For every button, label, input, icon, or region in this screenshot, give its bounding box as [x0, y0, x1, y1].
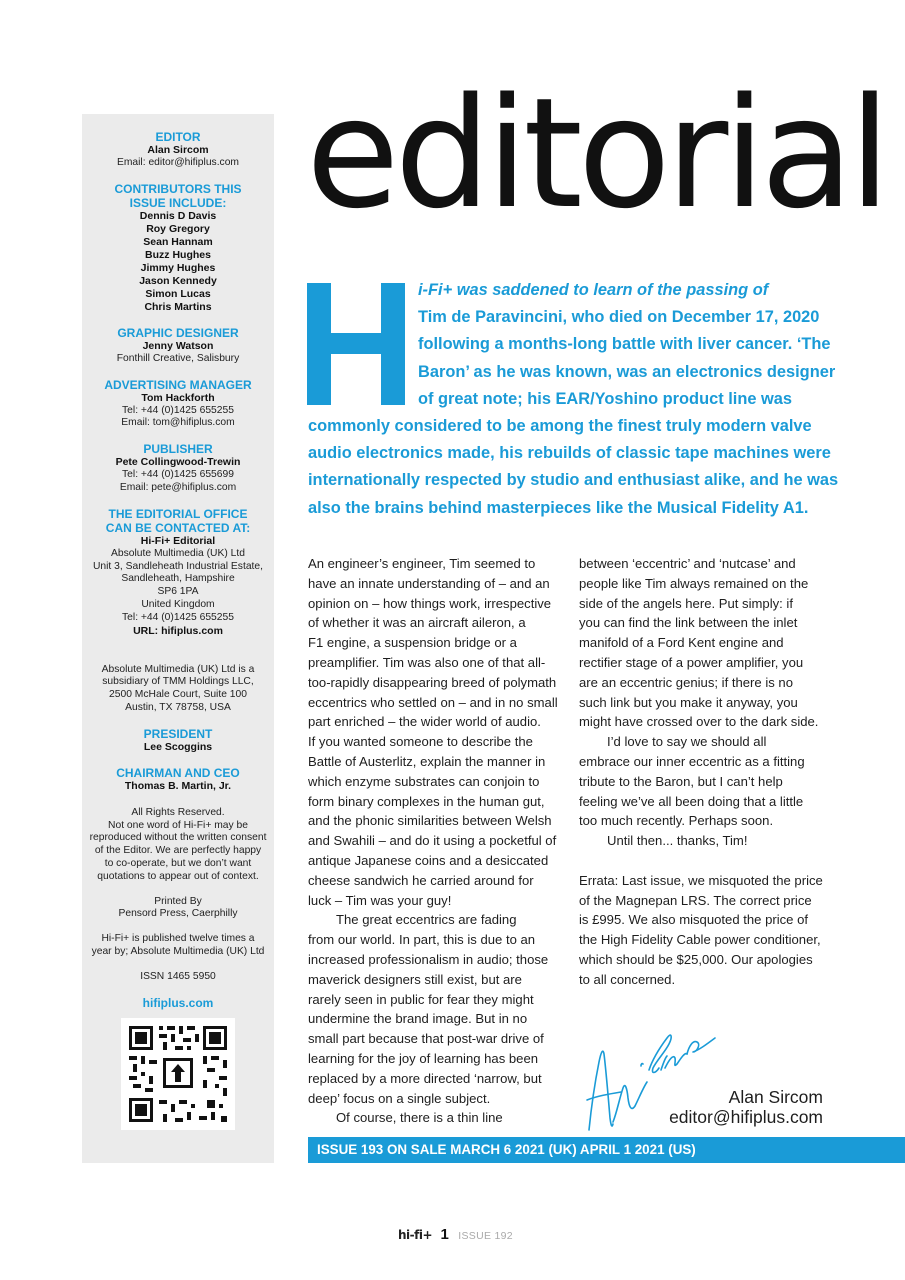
signature-name: Alan Sircom: [728, 1087, 823, 1107]
printed-line: Pensord Press, Caerphilly: [118, 908, 238, 920]
contributor-name: Roy Gregory: [146, 222, 210, 235]
issn: ISSN 1465 5950: [140, 970, 216, 982]
body-line: Battle of Austerlitz, explain the manner in: [308, 753, 546, 769]
intro-line: following a months-long battle with liver cancer. ‘The: [418, 335, 831, 354]
body-line: undermine the brand image. But in no: [308, 1011, 528, 1027]
intro-line: i-Fi+ was saddened to learn of the passing of: [418, 281, 769, 299]
footer-issue-label: ISSUE 192: [458, 1230, 513, 1242]
errata-line: of the Magnepan LRS. The correct price: [579, 892, 812, 908]
errata-line: which should be $25,000. Our apologies: [579, 951, 813, 967]
editor-block: [82, 130, 274, 170]
printed-block: [82, 896, 274, 922]
errata-line: Errata: Last issue, we misquoted the price: [579, 872, 823, 888]
designer-heading: GRAPHIC DESIGNER: [117, 325, 239, 340]
body-line: manifold of a Ford Kent engine and: [579, 635, 784, 651]
president-block: [82, 727, 274, 754]
body-line: you can find the link between the inlet: [579, 615, 798, 631]
signature-email[interactable]: editor@hifiplus.com: [669, 1107, 823, 1127]
body-line: Until then... thanks, Tim!: [607, 833, 748, 849]
body-spacer: [579, 851, 829, 871]
body-line: such link but you make it anyway, you: [579, 694, 798, 710]
designer-name: Jenny Watson: [142, 339, 214, 352]
office-address-line: SP6 1PA: [157, 586, 199, 598]
office-block: [82, 507, 274, 638]
body-line: maverick designers still exist, but are: [308, 971, 522, 987]
chairman-block: [82, 766, 274, 793]
printed-line: Printed By: [154, 895, 202, 907]
body-line: too much recently. Perhaps soon.: [579, 813, 774, 829]
body-line: opinion on – how things work, irrespective: [308, 595, 552, 611]
editor-name: Alan Sircom: [147, 144, 209, 156]
intro-line: audio electronics made, his rebuilds of classic tape machines were: [308, 444, 831, 463]
body-line: cheese sandwich he carried around for: [308, 872, 534, 888]
rights-line: quotations to appear out of context.: [97, 870, 259, 882]
body-column-1: [308, 554, 558, 1128]
president-heading: PRESIDENT: [143, 726, 213, 741]
advertising-name: Tom Hackforth: [141, 391, 215, 404]
hifi-logo: hi-fi+: [398, 1228, 433, 1242]
body-line: rectifier stage of a power amplifier, you: [579, 654, 804, 670]
designer-block: [82, 326, 274, 366]
contributor-name: Sean Hannam: [143, 235, 213, 248]
body-line: The great eccentrics are fading: [336, 912, 517, 928]
page-number: 1: [440, 1226, 449, 1243]
advertising-tel: Tel: +44 (0)1425 655255: [122, 404, 234, 416]
advertising-block: [82, 378, 274, 431]
page-footer: [398, 1226, 513, 1244]
contributor-name: Jimmy Hughes: [140, 261, 216, 274]
body-line: have an innate understanding of – and an: [308, 575, 550, 591]
errata-line: the High Fidelity Cable power conditioner,: [579, 932, 821, 948]
errata-line: is £995. We also misquoted the price of: [579, 912, 809, 928]
body-line: If you wanted someone to describe the: [308, 734, 533, 750]
masthead-sidebar: [82, 114, 274, 1163]
rights-block: [82, 807, 274, 884]
body-line: An engineer’s engineer, Tim seemed to: [308, 556, 536, 571]
editor-heading: EDITOR: [155, 130, 201, 144]
contributor-name: Dennis D Davis: [139, 209, 217, 222]
intro-paragraph: [308, 277, 839, 522]
contributors-heading-1: CONTRIBUTORS THIS: [114, 181, 242, 196]
chairman-name: Thomas B. Martin, Jr.: [124, 779, 232, 792]
rights-line: Not one word of Hi-Fi+ may be: [108, 819, 248, 831]
body-line: from our world. In part, this is due to an: [308, 932, 536, 948]
body-line: which enzyme substrates can conjoin to: [308, 773, 540, 789]
subsidiary-line: Absolute Multimedia (UK) Ltd is a: [101, 663, 255, 675]
body-line: side of the angels here. Put simply: if: [579, 595, 793, 611]
subsidiary-line: Austin, TX 78758, USA: [125, 701, 231, 713]
office-address-line: Sandleheath, Hampshire: [121, 573, 235, 585]
contributors-block: [82, 182, 274, 314]
body-line: are an eccentric genius; if there is no: [579, 674, 793, 690]
published-line: year by; Absolute Multimedia (UK) Ltd: [91, 945, 265, 957]
body-line: small part because that post-war drive of: [308, 1031, 544, 1047]
intro-line: internationally respected by studio and enthusiast alike, and he was: [308, 471, 839, 490]
body-line: luck – Tim was your guy!: [308, 892, 452, 908]
rights-line: All Rights Reserved.: [131, 806, 225, 818]
chairman-heading: CHAIRMAN AND CEO: [116, 765, 240, 780]
body-line: people like Tim always remained on the: [579, 575, 809, 591]
errata-line: to all concerned.: [579, 971, 676, 987]
designer-company: Fonthill Creative, Salisbury: [116, 352, 240, 364]
body-line: might have crossed over to the dark side.: [579, 714, 819, 730]
contributors-heading-2: ISSUE INCLUDE:: [129, 195, 227, 210]
president-name: Lee Scoggins: [143, 740, 213, 753]
body-line: increased professionalism in audio; those: [308, 951, 549, 967]
intro-line: also the brains behind masterpieces like the Musical Fidelity A1.: [308, 498, 809, 517]
body-line: and the phonic similarities between Welsh: [308, 813, 552, 829]
intro-line: Tim de Paravincini, who died on December 17, 2020: [418, 308, 820, 327]
publisher-heading: PUBLISHER: [143, 442, 213, 457]
issue-sale-banner: ISSUE 193 ON SALE MARCH 6 2021 (UK) APRIL 1 2021 (US): [308, 1137, 905, 1163]
office-address-line: Absolute Multimedia (UK) Ltd: [111, 547, 245, 559]
body-line: learning for the joy of learning has been: [308, 1050, 539, 1066]
rights-line: reproduced without the written consent: [89, 832, 267, 844]
body-line: part enriched – the wider world of audio.: [308, 714, 541, 730]
subsidiary-line: subsidiary of TMM Holdings LLC,: [102, 676, 254, 688]
body-line: antique Japanese coins and a desiccated: [308, 852, 549, 868]
office-url[interactable]: URL: hifiplus.com: [133, 624, 223, 637]
office-heading-2: CAN BE CONTACTED AT:: [105, 520, 251, 535]
advertising-email: Email: tom@hifiplus.com: [121, 417, 235, 429]
body-line: tribute to the Baron, but I can’t help: [579, 773, 783, 789]
publisher-block: [82, 442, 274, 495]
publisher-email: Email: pete@hifiplus.com: [119, 481, 237, 493]
body-line: preamplifier. Tim was also one of that all-: [308, 654, 546, 670]
intro-line: commonly considered to be among the finest truly modern valve: [308, 417, 812, 436]
body-line: Of course, there is a thin line: [336, 1110, 503, 1126]
intro-line: of great note; his EAR/Yoshino product line was: [418, 389, 792, 408]
page-title: editorial: [306, 65, 886, 242]
published-block: [82, 933, 274, 959]
qr-code-icon: [121, 1018, 235, 1130]
office-name: Hi-Fi+ Editorial: [140, 534, 216, 547]
intro-line: Baron’ as he was known, was an electronics designer: [418, 362, 836, 381]
contributor-name: Chris Martins: [144, 300, 212, 313]
body-line: deep’ focus on a single subject.: [308, 1090, 491, 1106]
contributor-name: Jason Kennedy: [139, 274, 217, 287]
advertising-heading: ADVERTISING MANAGER: [104, 377, 252, 392]
publisher-tel: Tel: +44 (0)1425 655699: [122, 469, 234, 481]
published-line: Hi-Fi+ is published twelve times a: [101, 933, 255, 945]
body-column-2: [579, 554, 829, 990]
office-address-line: Unit 3, Sandleheath Industrial Estate,: [92, 560, 263, 572]
contributor-name: Buzz Hughes: [145, 248, 211, 261]
editor-email: Email: editor@hifiplus.com: [116, 157, 240, 168]
office-tel: Tel: +44 (0)1425 655255: [122, 611, 234, 623]
rights-line: to co-operate, but we don’t want: [104, 857, 252, 869]
body-line: embrace our inner eccentric as a fitting: [579, 753, 805, 769]
body-line: too-rapidly disappearing breed of polymath: [308, 674, 557, 690]
office-address-line: United Kingdom: [141, 598, 215, 610]
rights-line: of the Editor. We are perfectly happy: [94, 845, 262, 857]
contributor-name: Simon Lucas: [145, 287, 211, 300]
body-line: of whether it was an aircraft aileron, a: [308, 615, 526, 631]
subsidiary-block: [82, 664, 274, 715]
body-line: rarely seen in public for fear they might: [308, 991, 534, 1007]
body-line: F1 engine, a suspension bridge or a: [308, 635, 517, 651]
contributors-list: [82, 210, 274, 314]
publisher-name: Pete Collingwood-Trewin: [115, 456, 241, 469]
subsidiary-line: 2500 McHale Court, Suite 100: [109, 689, 247, 701]
body-line: I’d love to say we should all: [607, 734, 767, 750]
body-line: between ‘eccentric’ and ‘nutcase’ and: [579, 556, 796, 571]
website-link[interactable]: hifiplus.com: [142, 995, 214, 1010]
body-line: and Swahili – and do it using a pocketful of: [308, 833, 557, 849]
body-line: replaced by a more directed ‘narrow, but: [308, 1070, 542, 1086]
issn-block: [82, 971, 274, 984]
office-heading-1: THE EDITORIAL OFFICE: [108, 506, 248, 521]
body-line: form binary complexes in the human gut,: [308, 793, 545, 809]
body-line: feeling we’ve all been doing that a little: [579, 793, 804, 809]
body-line: eccentrics who settled on – and in no small: [308, 694, 558, 710]
